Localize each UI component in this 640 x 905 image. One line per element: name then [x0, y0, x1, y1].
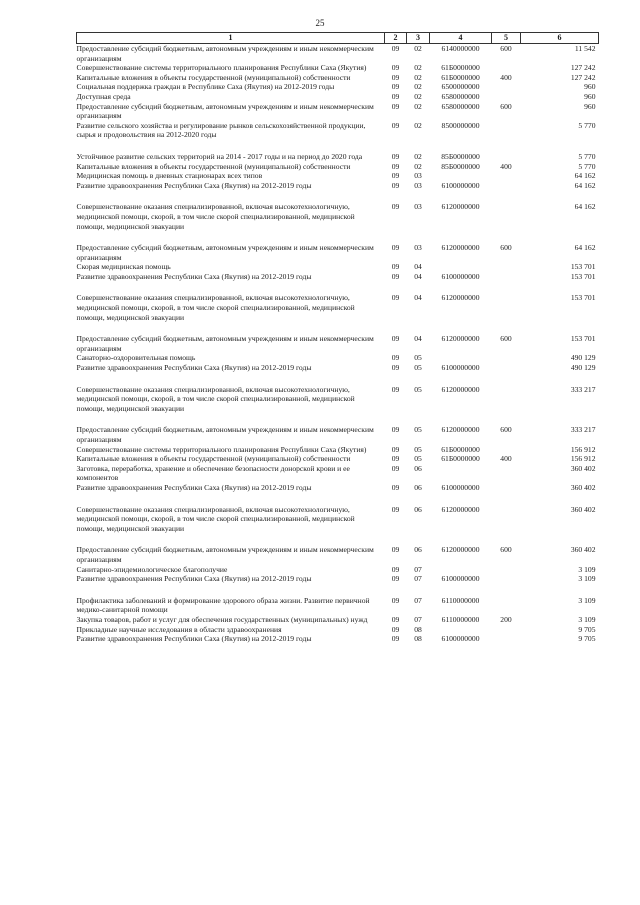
- row-name: Санитарно-эпидемиологическое благополучие: [76, 564, 228, 574]
- table-body: [77, 44, 599, 644]
- row-section: 09: [391, 504, 400, 514]
- table-row: [77, 272, 599, 294]
- row-expense-type: [492, 505, 521, 546]
- row-name: Развитие здравоохранения Республики Саха (Якутия) на 2012-2019 годы: [76, 271, 312, 281]
- row-subsection: 03: [414, 202, 422, 212]
- row-amount: 960: [584, 101, 596, 111]
- row-name: Развитие здравоохранения Республики Саха (Якутия) на 2012-2019 годы: [76, 574, 312, 584]
- column-header-6: 6: [521, 33, 599, 44]
- row-subsection: 07: [414, 574, 422, 584]
- table-row: [77, 243, 599, 262]
- row-target-article: 61Б0000000: [441, 444, 480, 454]
- row-amount: 11 542: [574, 44, 596, 53]
- table-row: [77, 425, 599, 444]
- row-section: 09: [391, 334, 400, 344]
- row-expense-type: [492, 596, 521, 615]
- row-target-article: 6100000000: [441, 482, 480, 492]
- row-name: Социальная поддержка граждан в Республике Саха (Якутия) на 2012-2019 годы: [76, 82, 335, 92]
- table-row: [77, 171, 599, 181]
- row-name: Развитие здравоохранения Республики Саха (Якутия) на 2012-2019 годы: [76, 363, 312, 373]
- row-section: 09: [391, 574, 400, 584]
- row-subsection: 02: [414, 151, 422, 161]
- row-amount: 5 770: [578, 161, 596, 171]
- table-row: [77, 545, 599, 564]
- row-target-article: [430, 565, 492, 575]
- row-target-article: 6100000000: [441, 574, 480, 584]
- table-row: [77, 82, 599, 92]
- row-subsection: 07: [414, 595, 422, 605]
- row-amount: 64 162: [574, 171, 596, 181]
- row-name: Совершенствование оказания специализированной, включая высокотехнологичную, медицинской помощи, скорой, в том числе скорой специализированной, медицинской помощи, медицинской эвакуации: [76, 202, 355, 231]
- row-subsection: 05: [414, 384, 422, 394]
- table-row: [77, 92, 599, 102]
- row-subsection: 05: [414, 454, 422, 464]
- row-section: 09: [391, 363, 400, 373]
- table-row: [77, 445, 599, 455]
- row-amount: 64 162: [574, 202, 596, 212]
- row-name: Развитие здравоохранения Республики Саха (Якутия) на 2012-2019 годы: [76, 634, 312, 644]
- row-subsection: 07: [414, 564, 422, 574]
- row-section: 09: [391, 243, 400, 253]
- table-row: [77, 505, 599, 546]
- row-amount: 64 162: [574, 180, 596, 190]
- row-name: Предоставление субсидий бюджетным, автономным учреждениям и иным некоммерческим организациям: [76, 545, 374, 564]
- row-section: 09: [391, 634, 400, 644]
- row-target-article: 6110000000: [441, 595, 480, 605]
- row-target-article: 85Б0000000: [441, 161, 480, 171]
- table-row: [77, 181, 599, 203]
- row-section: 09: [391, 72, 400, 82]
- row-subsection: 08: [414, 624, 422, 634]
- row-name: Развитие здравоохранения Республики Саха (Якутия) на 2012-2019 годы: [76, 482, 312, 492]
- row-section: 09: [391, 614, 400, 624]
- row-subsection: 03: [414, 171, 422, 181]
- row-amount: 360 402: [570, 504, 596, 514]
- row-expense-type: 200: [500, 614, 512, 624]
- row-amount: 960: [584, 82, 596, 92]
- row-amount: 153 701: [570, 334, 596, 344]
- row-name: Профилактика заболеваний и формирование здорового образа жизни. Развитие первичной медико-санитарной помощи: [76, 595, 370, 615]
- row-expense-type: [492, 363, 521, 385]
- row-expense-type: [492, 565, 521, 575]
- table-row: [77, 615, 599, 625]
- row-amount: 153 701: [570, 262, 596, 272]
- row-amount: 153 701: [570, 271, 596, 281]
- row-name: Совершенствование системы территориального планирования Республики Саха (Якутия): [76, 63, 367, 73]
- row-subsection: 04: [414, 271, 422, 281]
- row-target-article: 6140000000: [441, 44, 480, 53]
- row-expense-type: [492, 625, 521, 635]
- budget-table: [76, 32, 599, 644]
- row-name: Скорая медицинская помощь: [76, 262, 171, 272]
- row-name: Развитие здравоохранения Республики Саха (Якутия) на 2012-2019 годы: [76, 180, 312, 190]
- row-subsection: 02: [414, 101, 422, 111]
- row-target-article: 6580000000: [441, 91, 480, 101]
- table-row: [77, 353, 599, 363]
- row-section: 09: [391, 101, 400, 111]
- row-section: 09: [391, 63, 400, 73]
- table-row: [77, 625, 599, 635]
- row-name: Медицинская помощь в дневных стационарах всех типов: [76, 171, 263, 181]
- row-section: 09: [391, 482, 400, 492]
- row-name: Предоставление субсидий бюджетным, автономным учреждениям и иным некоммерческим организациям: [76, 44, 374, 63]
- row-expense-type: [492, 293, 521, 334]
- table-row: [77, 121, 599, 152]
- table-row: [77, 454, 599, 464]
- row-target-article: 6100000000: [441, 363, 480, 373]
- row-expense-type: 600: [500, 545, 512, 555]
- row-section: 09: [391, 595, 400, 605]
- row-section: 09: [391, 82, 400, 92]
- page-number: 25: [315, 18, 325, 28]
- row-amount: 333 217: [570, 384, 596, 394]
- row-target-article: 61Б0000000: [441, 72, 480, 82]
- row-section: 09: [391, 545, 400, 555]
- row-subsection: 02: [414, 63, 422, 73]
- row-subsection: 06: [414, 482, 422, 492]
- row-name: Предоставление субсидий бюджетным, автономным учреждениям и иным некоммерческим организациям: [76, 425, 374, 444]
- row-target-article: 6100000000: [441, 180, 480, 190]
- table-row: [77, 152, 599, 162]
- row-expense-type: [492, 181, 521, 203]
- row-section: 09: [391, 91, 400, 101]
- row-amount: 360 402: [570, 545, 596, 555]
- table-row: [77, 63, 599, 73]
- row-target-article: [430, 464, 492, 483]
- row-expense-type: 400: [500, 454, 512, 464]
- row-expense-type: 600: [500, 425, 512, 435]
- row-name: Совершенствование оказания специализированной, включая высокотехнологичную, медицинской помощи, скорой, в том числе скорой специализированной, медицинской помощи, медицинской эвакуации: [76, 504, 355, 533]
- row-section: 09: [391, 262, 400, 272]
- row-expense-type: 600: [500, 243, 512, 253]
- row-expense-type: [492, 202, 521, 243]
- row-subsection: 04: [414, 262, 422, 272]
- row-target-article: 6120000000: [441, 425, 480, 435]
- row-subsection: 05: [414, 425, 422, 435]
- row-section: 09: [391, 564, 400, 574]
- row-expense-type: 600: [500, 101, 512, 111]
- row-expense-type: [492, 574, 521, 596]
- row-target-article: 6100000000: [441, 271, 480, 281]
- row-target-article: 6120000000: [441, 243, 480, 253]
- row-amount: 3 109: [578, 564, 596, 574]
- row-expense-type: 600: [500, 334, 512, 344]
- row-expense-type: [492, 634, 521, 644]
- row-expense-type: [492, 121, 521, 152]
- row-target-article: 61Б0000000: [441, 63, 480, 73]
- row-name: Предоставление субсидий бюджетным, автономным учреждениям и иным некоммерческим организациям: [76, 101, 374, 121]
- column-header-3: 3: [407, 33, 430, 44]
- table-row: [77, 262, 599, 272]
- row-amount: 3 109: [578, 574, 596, 584]
- row-target-article: [430, 262, 492, 272]
- row-amount: 153 701: [570, 293, 596, 303]
- table-header: [77, 33, 599, 44]
- row-target-article: 6120000000: [441, 384, 480, 394]
- row-name: Капитальные вложения в объекты государственной (муниципальной) собственности: [76, 72, 351, 82]
- row-target-article: 8500000000: [441, 120, 480, 130]
- row-target-article: [430, 625, 492, 635]
- table-row: [77, 634, 599, 644]
- row-target-article: 6110000000: [441, 614, 480, 624]
- row-amount: 360 402: [570, 463, 596, 473]
- row-expense-type: [492, 82, 521, 92]
- table-row: [77, 202, 599, 243]
- row-expense-type: 400: [500, 72, 512, 82]
- row-section: 09: [391, 293, 400, 303]
- row-subsection: 06: [414, 545, 422, 555]
- row-name: Капитальные вложения в объекты государственной (муниципальной) собственности: [76, 454, 351, 464]
- row-name: Капитальные вложения в объекты государственной (муниципальной) собственности: [76, 161, 351, 171]
- row-target-article: 6120000000: [441, 504, 480, 514]
- row-subsection: 08: [414, 634, 422, 644]
- row-target-article: 6120000000: [441, 334, 480, 344]
- row-name: Прикладные научные исследования в области здравоохранения: [76, 624, 282, 634]
- row-section: 09: [391, 444, 400, 454]
- row-section: 09: [391, 384, 400, 394]
- table-row: [77, 293, 599, 334]
- row-section: 09: [391, 624, 400, 634]
- row-section: 09: [391, 161, 400, 171]
- table-row: [77, 102, 599, 121]
- row-amount: 64 162: [574, 243, 596, 253]
- row-name: Устойчивое развитие сельских территорий на 2014 - 2017 годы и на период до 2020 года: [76, 151, 363, 161]
- row-subsection: 03: [414, 243, 422, 253]
- row-amount: 9 705: [578, 624, 596, 634]
- row-subsection: 04: [414, 334, 422, 344]
- table-row: [77, 464, 599, 483]
- row-expense-type: [492, 483, 521, 505]
- row-amount: 5 770: [578, 120, 596, 130]
- row-subsection: 02: [414, 82, 422, 92]
- row-expense-type: [492, 445, 521, 455]
- row-amount: 156 912: [570, 454, 596, 464]
- row-subsection: 02: [414, 44, 422, 53]
- row-section: 09: [391, 425, 400, 435]
- row-subsection: 05: [414, 444, 422, 454]
- table-row: [77, 334, 599, 353]
- row-target-article: [430, 353, 492, 363]
- row-amount: 9 705: [578, 634, 596, 644]
- table-row: [77, 483, 599, 505]
- row-name: Совершенствование оказания специализированной, включая высокотехнологичную, медицинской помощи, скорой, в том числе скорой специализированной, медицинской помощи, медицинской эвакуации: [76, 384, 355, 413]
- row-expense-type: 600: [500, 44, 512, 53]
- row-amount: 156 912: [570, 444, 596, 454]
- row-amount: 490 129: [570, 353, 596, 363]
- row-name: Заготовка, переработка, хранение и обеспечение безопасности донорской крови и ее компонентов: [76, 463, 350, 483]
- row-name: Развитие сельского хозяйства и регулирование рынков сельскохозяйственной продукции, сырья и продовольствия на 2012-2020 годы: [76, 120, 366, 140]
- row-amount: 333 217: [570, 425, 596, 435]
- row-expense-type: [492, 171, 521, 181]
- row-expense-type: [492, 152, 521, 162]
- table-row: [77, 385, 599, 426]
- table-row: [77, 363, 599, 385]
- table-row: [77, 596, 599, 615]
- row-section: 09: [391, 353, 400, 363]
- row-expense-type: [492, 385, 521, 426]
- row-expense-type: [492, 353, 521, 363]
- table-row: [77, 44, 599, 64]
- row-subsection: 02: [414, 120, 422, 130]
- row-expense-type: [492, 262, 521, 272]
- row-subsection: 05: [414, 353, 422, 363]
- row-subsection: 07: [414, 614, 422, 624]
- row-section: 09: [391, 454, 400, 464]
- row-section: 09: [391, 202, 400, 212]
- row-amount: 3 109: [578, 595, 596, 605]
- row-amount: 5 770: [578, 151, 596, 161]
- row-name: Закупка товаров, работ и услуг для обеспечения государственных (муниципальных) нужд: [76, 614, 368, 624]
- row-section: 09: [391, 120, 400, 130]
- row-target-article: [430, 171, 492, 181]
- row-target-article: 6100000000: [441, 634, 480, 644]
- row-target-article: 6120000000: [441, 202, 480, 212]
- row-expense-type: [492, 92, 521, 102]
- row-subsection: 02: [414, 91, 422, 101]
- row-name: Совершенствование оказания специализированной, включая высокотехнологичную, медицинской помощи, скорой, в том числе скорой специализированной, медицинской помощи, медицинской эвакуации: [76, 293, 355, 322]
- row-subsection: 02: [414, 161, 422, 171]
- row-subsection: 03: [414, 180, 422, 190]
- row-section: 09: [391, 271, 400, 281]
- row-target-article: 6120000000: [441, 293, 480, 303]
- row-target-article: 6500000000: [441, 82, 480, 92]
- row-name: Предоставление субсидий бюджетным, автономным учреждениям и иным некоммерческим организациям: [76, 243, 374, 262]
- table-row: [77, 73, 599, 83]
- table-row: [77, 565, 599, 575]
- row-amount: 360 402: [570, 482, 596, 492]
- row-subsection: 02: [414, 72, 422, 82]
- column-header-2: 2: [385, 33, 407, 44]
- row-subsection: 06: [414, 504, 422, 514]
- row-expense-type: [492, 464, 521, 483]
- row-name: Санаторно-оздоровительная помощь: [76, 353, 196, 363]
- row-target-article: 61Б0000000: [441, 454, 480, 464]
- row-amount: 960: [584, 91, 596, 101]
- row-amount: 127 242: [570, 63, 596, 73]
- row-name: Совершенствование системы территориального планирования Республики Саха (Якутия): [76, 444, 367, 454]
- row-amount: 490 129: [570, 363, 596, 373]
- row-subsection: 06: [414, 463, 422, 473]
- column-header-5: 5: [492, 33, 521, 44]
- column-header-4: 4: [430, 33, 492, 44]
- row-target-article: 6580000000: [441, 101, 480, 111]
- table-row: [77, 162, 599, 172]
- row-amount: 3 109: [578, 614, 596, 624]
- table-row: [77, 574, 599, 596]
- row-section: 09: [391, 463, 400, 473]
- row-subsection: 05: [414, 363, 422, 373]
- row-expense-type: [492, 63, 521, 73]
- row-name: Предоставление субсидий бюджетным, автономным учреждениям и иным некоммерческим организациям: [76, 334, 374, 353]
- row-expense-type: [492, 272, 521, 294]
- row-section: 09: [391, 171, 400, 181]
- row-section: 09: [391, 180, 400, 190]
- row-expense-type: 400: [500, 161, 512, 171]
- row-section: 09: [391, 44, 400, 53]
- column-header-1: 1: [77, 33, 385, 44]
- row-amount: 127 242: [570, 72, 596, 82]
- row-target-article: 85Б0000000: [441, 151, 480, 161]
- row-target-article: 6120000000: [441, 545, 480, 555]
- row-subsection: 04: [414, 293, 422, 303]
- row-section: 09: [391, 151, 400, 161]
- row-name: Доступная среда: [76, 91, 131, 101]
